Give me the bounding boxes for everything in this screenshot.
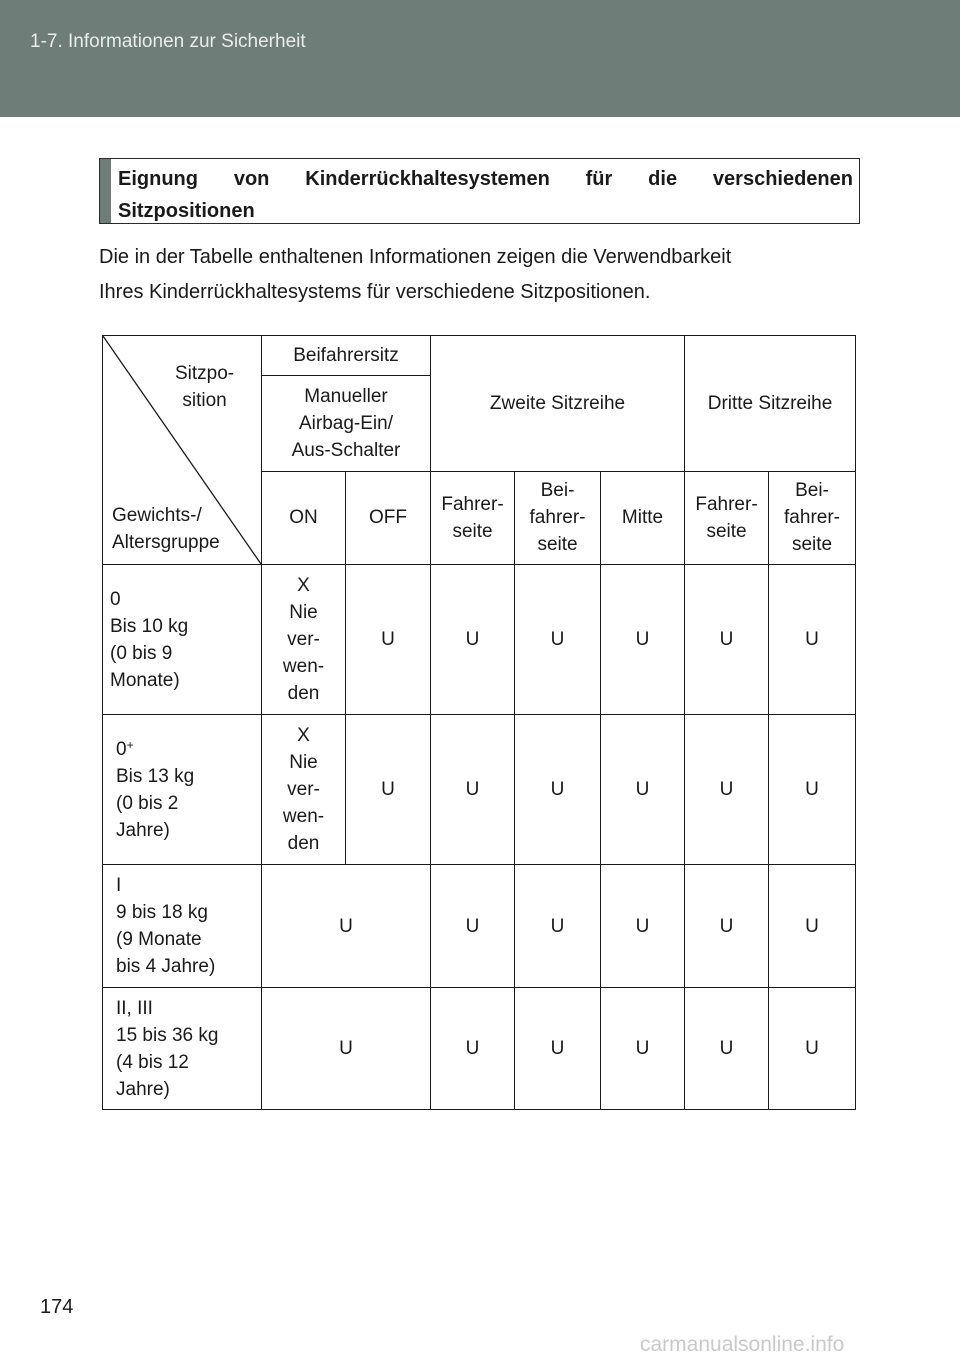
section-heading: Eignung von Kinderrückhaltesystemen für die verschiedenen Sitzpositionen <box>118 168 853 222</box>
value-cell: U <box>515 565 601 715</box>
value-cell: U <box>346 565 431 715</box>
section-title: 1-7. Informationen zur Sicherheit <box>30 31 306 52</box>
table-row <box>103 715 856 865</box>
value-cell: U <box>685 865 769 988</box>
on-cell: X Nie ver- wen- den <box>262 565 346 715</box>
value-cell: U <box>601 565 685 715</box>
airbag-switch-header: Manueller Airbag-Ein/ Aus-Schalter <box>262 376 431 471</box>
value-cell: U <box>769 715 856 865</box>
value-cell: U <box>685 565 769 715</box>
passenger-seat-header: Beifahrersitz <box>262 336 431 376</box>
value-cell: U <box>685 988 769 1110</box>
value-cell: U <box>515 988 601 1110</box>
value-cell: U <box>431 988 515 1110</box>
value-cell: U <box>431 865 515 988</box>
corner-header-cell <box>103 336 262 565</box>
row2-passenger-side-header: Bei- fahrer- seite <box>515 471 601 564</box>
child-seat-compatibility-table <box>102 335 856 1110</box>
row2-driver-side-header: Fahrer- seite <box>431 471 515 564</box>
group-cell: 0+ Bis 13 kg (0 bis 2 Jahre) <box>103 715 262 865</box>
section-heading-box <box>99 158 860 224</box>
value-cell: U <box>601 865 685 988</box>
value-cell: U <box>601 988 685 1110</box>
row3-passenger-side-header: Bei- fahrer- seite <box>769 471 856 564</box>
seat-position-label: Sitzpo- sition <box>175 363 235 411</box>
row2-middle-header: Mitte <box>601 471 685 564</box>
value-cell: U <box>346 715 431 865</box>
table-row <box>103 865 856 988</box>
value-cell: U <box>515 865 601 988</box>
on-header: ON <box>262 471 346 564</box>
off-header: OFF <box>346 471 431 564</box>
group-cell: I 9 bis 18 kg (9 Monate bis 4 Jahre) <box>103 865 262 988</box>
header-bar <box>0 0 960 117</box>
second-row-header: Zweite Sitzreihe <box>431 336 685 472</box>
intro-line: Ihres Kinderrückhaltesystems für verschiedene Sitzpositionen. <box>99 281 651 303</box>
group-label: Gewichts-/ Altersgruppe <box>112 505 220 553</box>
value-cell: U <box>769 565 856 715</box>
third-row-header: Dritte Sitzreihe <box>685 336 856 472</box>
row3-driver-side-header: Fahrer- seite <box>685 471 769 564</box>
page-number: 174 <box>40 1296 74 1318</box>
watermark: carmanualsonline.info <box>640 1333 845 1356</box>
value-cell: U <box>515 715 601 865</box>
value-cell: U <box>262 988 431 1110</box>
group-cell: 0 Bis 10 kg (0 bis 9 Monate) <box>103 565 262 715</box>
value-cell: U <box>685 715 769 865</box>
value-cell: U <box>431 565 515 715</box>
value-cell: U <box>769 988 856 1110</box>
value-cell: U <box>431 715 515 865</box>
on-cell: X Nie ver- wen- den <box>262 715 346 865</box>
table-row <box>103 988 856 1110</box>
heading-accent-bar <box>100 159 111 223</box>
intro-paragraph <box>99 240 869 310</box>
intro-line: Die in der Tabelle enthaltenen Informationen zeigen die Verwendbarkeit <box>99 246 732 268</box>
table-row <box>103 565 856 715</box>
group-cell: II, III 15 bis 36 kg (4 bis 12 Jahre) <box>103 988 262 1110</box>
value-cell: U <box>262 865 431 988</box>
value-cell: U <box>769 865 856 988</box>
value-cell: U <box>601 715 685 865</box>
